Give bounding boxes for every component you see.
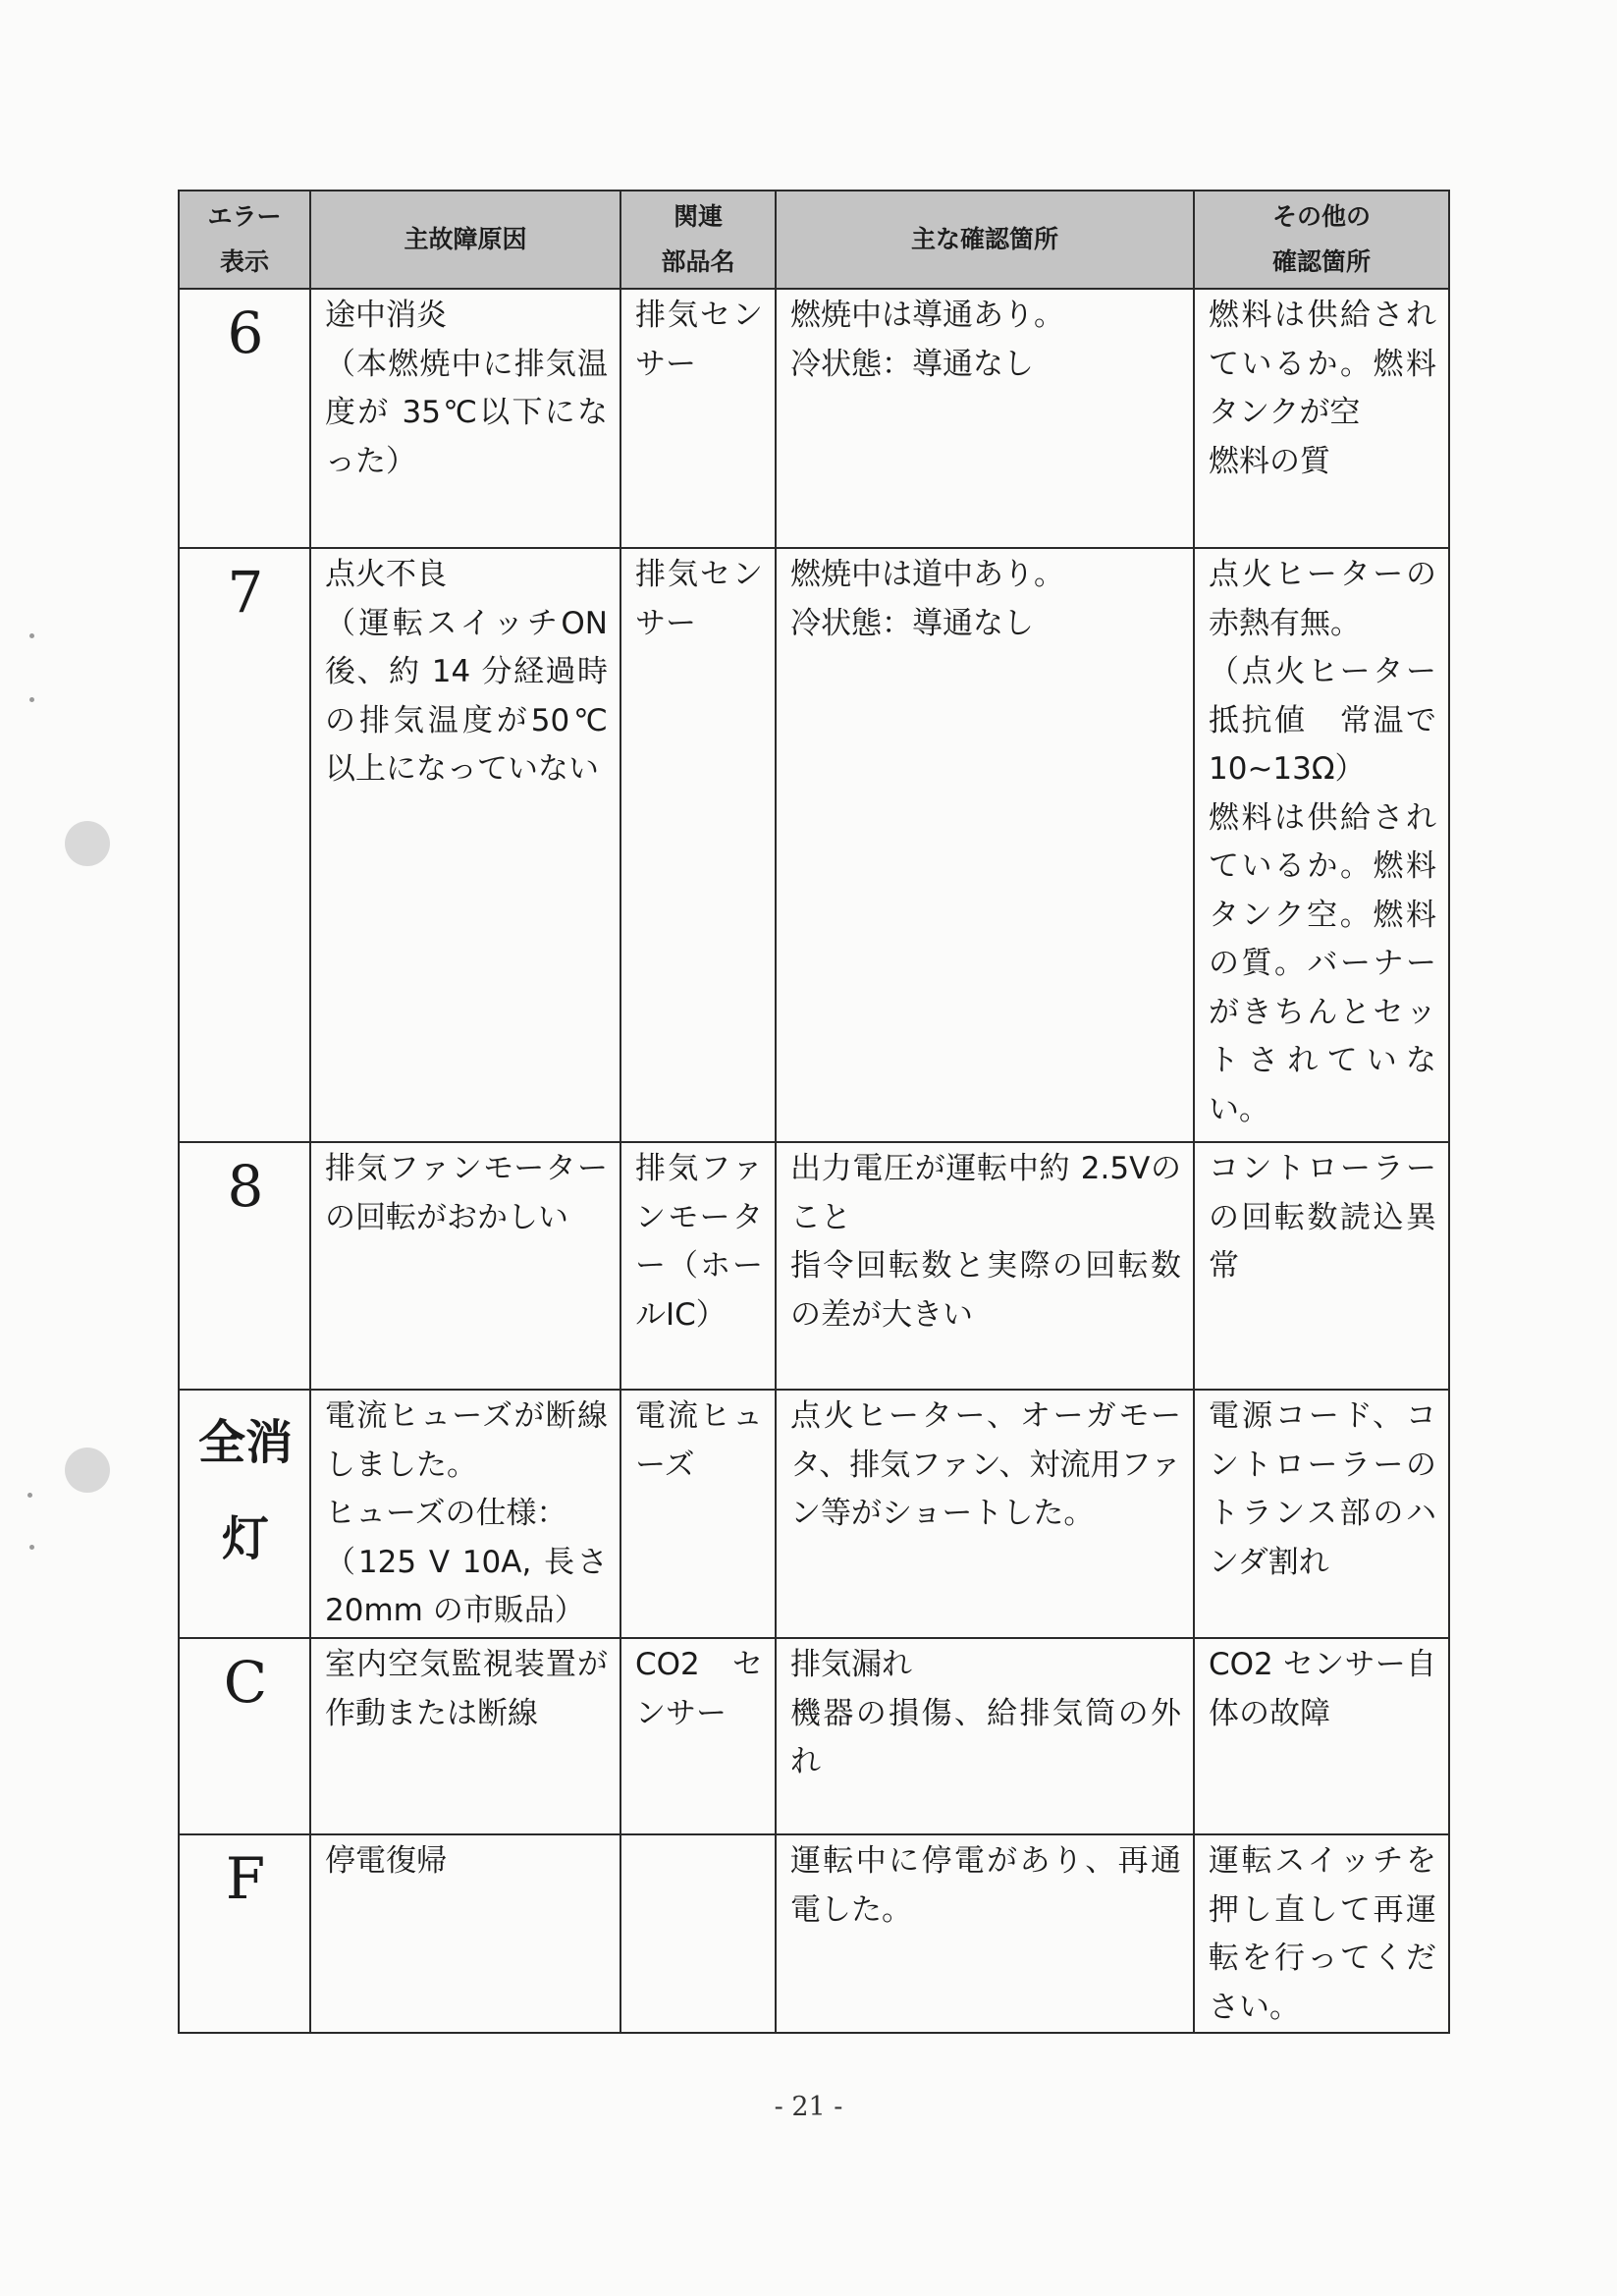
header-other-check: その他の 確認箇所 bbox=[1194, 191, 1449, 289]
check-cell: 運転中に停電があり、再通電した。 bbox=[776, 1834, 1194, 2033]
check-cell: 点火ヒーター、オーガモータ、排気ファン、対流用ファン等がショートした。 bbox=[776, 1390, 1194, 1638]
other-check-cell: 燃料は供給されているか。燃料タンクが空 燃料の質 bbox=[1194, 289, 1449, 548]
cause-cell: 電流ヒューズが断線しました。 ヒューズの仕様： （125 V 10A, 長さ20mm の市販品） bbox=[310, 1390, 620, 1638]
page-number: - 21 - bbox=[774, 2092, 843, 2122]
check-cell: 燃焼中は道中あり。 冷状態：導通なし bbox=[776, 548, 1194, 1142]
table-row bbox=[179, 548, 1449, 1142]
header-error-code: エラー 表示 bbox=[179, 191, 310, 289]
error-code: F bbox=[179, 1834, 310, 2033]
table-row bbox=[179, 1638, 1449, 1834]
punch-hole-mark bbox=[65, 821, 110, 866]
part-cell: 排気ファンモーター（ホールIC） bbox=[620, 1142, 776, 1390]
error-code: 6 bbox=[179, 289, 310, 548]
table-row bbox=[179, 1142, 1449, 1390]
part-cell bbox=[620, 1834, 776, 2033]
other-check-cell: 運転スイッチを押し直して再運転を行ってください。 bbox=[1194, 1834, 1449, 2033]
error-code: 全消 灯 bbox=[179, 1390, 310, 1638]
header-part: 関連 部品名 bbox=[620, 191, 776, 289]
scan-speck bbox=[29, 697, 34, 702]
table-row bbox=[179, 1390, 1449, 1638]
header-check: 主な確認箇所 bbox=[776, 191, 1194, 289]
scan-speck bbox=[29, 633, 34, 638]
punch-hole-mark bbox=[65, 1448, 110, 1493]
table-row bbox=[179, 1834, 1449, 2033]
part-cell: 排気センサー bbox=[620, 548, 776, 1142]
cause-cell: 排気ファンモーターの回転がおかしい bbox=[310, 1142, 620, 1390]
error-code: 7 bbox=[179, 548, 310, 1142]
other-check-cell: コントローラーの回転数読込異常 bbox=[1194, 1142, 1449, 1390]
error-code: C bbox=[179, 1638, 310, 1834]
part-cell: 排気センサー bbox=[620, 289, 776, 548]
scan-speck bbox=[27, 1493, 32, 1498]
cause-cell: 途中消炎 （本燃焼中に排気温度が 35℃以下になった） bbox=[310, 289, 620, 548]
table-row bbox=[179, 289, 1449, 548]
other-check-cell: CO2 センサー自体の故障 bbox=[1194, 1638, 1449, 1834]
cause-cell: 点火不良 （運転スイッチON 後、約 14 分経過時の排気温度が50℃以上になっていない bbox=[310, 548, 620, 1142]
check-cell: 出力電圧が運転中約 2.5Vのこと 指令回転数と実際の回転数の差が大きい bbox=[776, 1142, 1194, 1390]
error-code: 8 bbox=[179, 1142, 310, 1390]
cause-cell: 停電復帰 bbox=[310, 1834, 620, 2033]
header-cause: 主故障原因 bbox=[310, 191, 620, 289]
part-cell: 電流ヒューズ bbox=[620, 1390, 776, 1638]
error-code-table bbox=[178, 190, 1450, 2034]
cause-cell: 室内空気監視装置が作動または断線 bbox=[310, 1638, 620, 1834]
other-check-cell: 点火ヒーターの赤熱有無。 （点火ヒーター抵抗値 常温で 10~13Ω） 燃料は供給されているか。燃料タンク空。燃料の質。バーナーがきちんとセットされていない。 bbox=[1194, 548, 1449, 1142]
part-cell: CO2 センサー bbox=[620, 1638, 776, 1834]
header-row bbox=[179, 191, 1449, 289]
other-check-cell: 電源コード、コントローラーのトランス部のハンダ割れ bbox=[1194, 1390, 1449, 1638]
check-cell: 排気漏れ 機器の損傷、給排気筒の外れ bbox=[776, 1638, 1194, 1834]
check-cell: 燃焼中は導通あり。 冷状態：導通なし bbox=[776, 289, 1194, 548]
scan-speck bbox=[29, 1545, 34, 1550]
